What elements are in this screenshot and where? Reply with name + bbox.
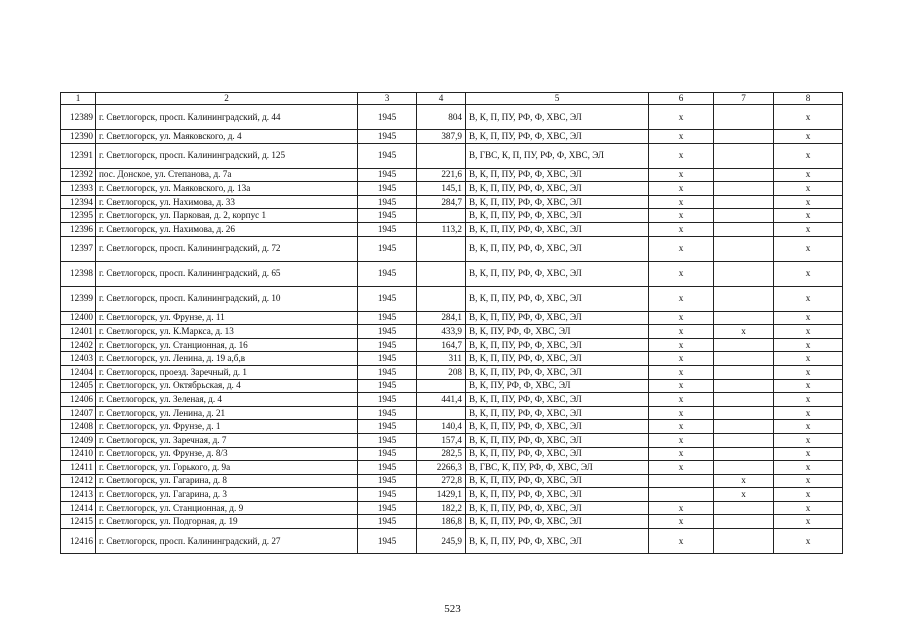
cell-col-7 [714,195,774,209]
cell-col-6: x [649,286,714,311]
cell-systems: В, К, ПУ, РФ, Ф, ХВС, ЭЛ [466,379,649,393]
cell-year: 1945 [358,352,417,366]
cell-id: 12399 [61,286,96,311]
table-row [61,325,843,339]
table-row [61,379,843,393]
table-row [61,529,843,554]
cell-col-7 [714,406,774,420]
cell-systems: В, К, П, ПУ, РФ, Ф, ХВС, ЭЛ [466,311,649,325]
cell-col-7 [714,182,774,196]
cell-address: г. Светлогорск, ул. Гагарина, д. 3 [96,488,358,502]
cell-col-6: x [649,325,714,339]
cell-area: 140,4 [417,420,466,434]
cell-area: 221,6 [417,168,466,182]
cell-systems: В, К, П, ПУ, РФ, Ф, ХВС, ЭЛ [466,286,649,311]
table-row [61,352,843,366]
cell-col-6: x [649,209,714,223]
cell-systems: В, К, П, ПУ, РФ, Ф, ХВС, ЭЛ [466,365,649,379]
cell-col-8: x [774,474,843,488]
cell-id: 12394 [61,195,96,209]
cell-systems: В, К, П, ПУ, РФ, Ф, ХВС, ЭЛ [466,515,649,529]
cell-col-6: x [649,130,714,144]
cell-col-6: x [649,447,714,461]
cell-col-7 [714,261,774,286]
cell-address: г. Светлогорск, ул. Ленина, д. 19 а,б,в [96,352,358,366]
cell-systems: В, К, П, ПУ, РФ, Ф, ХВС, ЭЛ [466,195,649,209]
cell-col-8: x [774,352,843,366]
cell-col-6: x [649,143,714,168]
header-col-3: 3 [358,93,417,105]
cell-id: 12415 [61,515,96,529]
cell-col-6: x [649,379,714,393]
cell-systems: В, К, П, ПУ, РФ, Ф, ХВС, ЭЛ [466,182,649,196]
cell-address: г. Светлогорск, ул. Гагарина, д. 8 [96,474,358,488]
cell-year: 1945 [358,379,417,393]
cell-address: пос. Донское, ул. Степанова, д. 7а [96,168,358,182]
table-row [61,261,843,286]
cell-col-7 [714,143,774,168]
cell-col-7 [714,447,774,461]
cell-year: 1945 [358,501,417,515]
cell-area [417,261,466,286]
cell-year: 1945 [358,182,417,196]
cell-area: 272,8 [417,474,466,488]
cell-col-6: x [649,529,714,554]
cell-id: 12413 [61,488,96,502]
cell-year: 1945 [358,393,417,407]
cell-col-7 [714,393,774,407]
cell-area: 311 [417,352,466,366]
cell-col-7 [714,236,774,261]
cell-id: 12397 [61,236,96,261]
cell-systems: В, К, П, ПУ, РФ, Ф, ХВС, ЭЛ [466,222,649,236]
cell-area: 164,7 [417,338,466,352]
cell-address: г. Светлогорск, просп. Калининградский, д. 72 [96,236,358,261]
cell-systems: В, К, П, ПУ, РФ, Ф, ХВС, ЭЛ [466,433,649,447]
cell-col-6: x [649,420,714,434]
cell-area: 433,9 [417,325,466,339]
cell-col-7 [714,515,774,529]
cell-col-7 [714,352,774,366]
cell-col-6: x [649,338,714,352]
cell-address: г. Светлогорск, ул. Фрунзе, д. 1 [96,420,358,434]
table-row [61,406,843,420]
cell-col-7 [714,379,774,393]
cell-systems: В, К, П, ПУ, РФ, Ф, ХВС, ЭЛ [466,352,649,366]
cell-year: 1945 [358,236,417,261]
cell-col-7 [714,529,774,554]
cell-id: 12401 [61,325,96,339]
cell-col-6: x [649,515,714,529]
cell-col-8: x [774,182,843,196]
cell-col-7 [714,222,774,236]
cell-address: г. Светлогорск, проезд. Заречный, д. 1 [96,365,358,379]
cell-id: 12409 [61,433,96,447]
cell-systems: В, К, П, ПУ, РФ, Ф, ХВС, ЭЛ [466,488,649,502]
cell-id: 12395 [61,209,96,223]
cell-col-8: x [774,365,843,379]
cell-systems: В, К, П, ПУ, РФ, Ф, ХВС, ЭЛ [466,501,649,515]
table-row [61,130,843,144]
table-row [61,338,843,352]
cell-col-8: x [774,488,843,502]
cell-area: 282,5 [417,447,466,461]
cell-address: г. Светлогорск, ул. Зеленая, д. 4 [96,393,358,407]
table-row [61,433,843,447]
cell-systems: В, К, П, ПУ, РФ, Ф, ХВС, ЭЛ [466,406,649,420]
cell-address: г. Светлогорск, ул. Заречная, д. 7 [96,433,358,447]
cell-address: г. Светлогорск, ул. Октябрьская, д. 4 [96,379,358,393]
cell-col-8: x [774,143,843,168]
header-col-4: 4 [417,93,466,105]
cell-col-8: x [774,420,843,434]
table-row [61,474,843,488]
cell-id: 12398 [61,261,96,286]
cell-area: 284,7 [417,195,466,209]
cell-col-6: x [649,182,714,196]
table-header [61,93,843,105]
cell-col-8: x [774,433,843,447]
cell-id: 12393 [61,182,96,196]
cell-area [417,379,466,393]
cell-year: 1945 [358,488,417,502]
cell-systems: В, ГВС, К, ПУ, РФ, Ф, ХВС, ЭЛ [466,461,649,475]
cell-area: 441,4 [417,393,466,407]
cell-col-6 [649,488,714,502]
cell-col-6: x [649,393,714,407]
cell-area: 245,9 [417,529,466,554]
cell-col-6: x [649,261,714,286]
cell-year: 1945 [358,515,417,529]
cell-id: 12412 [61,474,96,488]
cell-area: 208 [417,365,466,379]
cell-col-8: x [774,325,843,339]
table-row [61,209,843,223]
cell-area: 157,4 [417,433,466,447]
table-row [61,420,843,434]
cell-col-7 [714,311,774,325]
header-col-1: 1 [61,93,96,105]
table-row [61,501,843,515]
cell-area [417,209,466,223]
cell-area [417,406,466,420]
cell-id: 12389 [61,105,96,130]
cell-col-8: x [774,105,843,130]
cell-address: г. Светлогорск, ул. Фрунзе, д. 8/3 [96,447,358,461]
cell-col-7 [714,365,774,379]
cell-area: 113,2 [417,222,466,236]
table-row [61,168,843,182]
cell-address: г. Светлогорск, ул. Маяковского, д. 4 [96,130,358,144]
cell-year: 1945 [358,420,417,434]
cell-year: 1945 [358,130,417,144]
cell-systems: В, ГВС, К, П, ПУ, РФ, Ф, ХВС, ЭЛ [466,143,649,168]
table-row [61,365,843,379]
document-table [60,92,843,554]
cell-col-7: x [714,488,774,502]
cell-address: г. Светлогорск, просп. Калининградский, д. 10 [96,286,358,311]
cell-col-8: x [774,501,843,515]
table-row [61,195,843,209]
cell-col-7 [714,501,774,515]
cell-systems: В, К, П, ПУ, РФ, Ф, ХВС, ЭЛ [466,261,649,286]
cell-id: 12411 [61,461,96,475]
table-row [61,311,843,325]
cell-year: 1945 [358,195,417,209]
cell-systems: В, К, П, ПУ, РФ, Ф, ХВС, ЭЛ [466,338,649,352]
cell-col-8: x [774,261,843,286]
cell-year: 1945 [358,529,417,554]
cell-year: 1945 [358,222,417,236]
cell-address: г. Светлогорск, ул. Фрунзе, д. 11 [96,311,358,325]
cell-col-6: x [649,105,714,130]
cell-col-8: x [774,461,843,475]
table-row [61,105,843,130]
cell-year: 1945 [358,406,417,420]
cell-systems: В, К, П, ПУ, РФ, Ф, ХВС, ЭЛ [466,130,649,144]
cell-id: 12403 [61,352,96,366]
cell-col-8: x [774,286,843,311]
table-row [61,393,843,407]
cell-col-8: x [774,311,843,325]
cell-address: г. Светлогорск, ул. Парковая, д. 2, корпус 1 [96,209,358,223]
header-col-7: 7 [714,93,774,105]
cell-id: 12407 [61,406,96,420]
cell-address: г. Светлогорск, ул. Маяковского, д. 13а [96,182,358,196]
cell-col-8: x [774,393,843,407]
cell-area: 1429,1 [417,488,466,502]
cell-col-6: x [649,222,714,236]
table-row [61,515,843,529]
header-row [61,93,843,105]
cell-col-8: x [774,515,843,529]
cell-year: 1945 [358,105,417,130]
cell-col-7 [714,433,774,447]
cell-year: 1945 [358,168,417,182]
cell-area: 182,2 [417,501,466,515]
header-col-2: 2 [96,93,358,105]
cell-col-7 [714,168,774,182]
cell-col-7 [714,209,774,223]
cell-year: 1945 [358,447,417,461]
cell-year: 1945 [358,474,417,488]
cell-address: г. Светлогорск, ул. Станционная, д. 9 [96,501,358,515]
cell-col-7: x [714,474,774,488]
cell-systems: В, К, П, ПУ, РФ, Ф, ХВС, ЭЛ [466,105,649,130]
cell-col-8: x [774,130,843,144]
cell-id: 12405 [61,379,96,393]
cell-col-8: x [774,529,843,554]
cell-col-6: x [649,168,714,182]
cell-col-6 [649,474,714,488]
cell-id: 12404 [61,365,96,379]
cell-address: г. Светлогорск, ул. Горького, д. 9а [96,461,358,475]
cell-address: г. Светлогорск, ул. Ленина, д. 21 [96,406,358,420]
cell-year: 1945 [358,261,417,286]
cell-area: 804 [417,105,466,130]
cell-year: 1945 [358,325,417,339]
cell-year: 1945 [358,338,417,352]
cell-id: 12414 [61,501,96,515]
cell-col-8: x [774,447,843,461]
cell-col-8: x [774,168,843,182]
cell-id: 12408 [61,420,96,434]
header-col-6: 6 [649,93,714,105]
cell-year: 1945 [358,433,417,447]
cell-col-6: x [649,311,714,325]
cell-id: 12402 [61,338,96,352]
cell-col-6: x [649,461,714,475]
cell-address: г. Светлогорск, ул. Подгорная, д. 19 [96,515,358,529]
cell-systems: В, К, ПУ, РФ, Ф, ХВС, ЭЛ [466,325,649,339]
table-row [61,143,843,168]
cell-area [417,236,466,261]
cell-col-7 [714,286,774,311]
cell-systems: В, К, П, ПУ, РФ, Ф, ХВС, ЭЛ [466,529,649,554]
cell-id: 12416 [61,529,96,554]
cell-area: 387,9 [417,130,466,144]
cell-systems: В, К, П, ПУ, РФ, Ф, ХВС, ЭЛ [466,474,649,488]
cell-area: 145,1 [417,182,466,196]
cell-systems: В, К, П, ПУ, РФ, Ф, ХВС, ЭЛ [466,236,649,261]
cell-address: г. Светлогорск, просп. Калининградский, д. 125 [96,143,358,168]
table-row [61,182,843,196]
table-row [61,447,843,461]
cell-year: 1945 [358,209,417,223]
cell-area: 284,1 [417,311,466,325]
table-row [61,286,843,311]
cell-col-8: x [774,209,843,223]
cell-address: г. Светлогорск, просп. Калининградский, д. 27 [96,529,358,554]
cell-address: г. Светлогорск, ул. Нахимова, д. 26 [96,222,358,236]
cell-address: г. Светлогорск, ул. Станционная, д. 16 [96,338,358,352]
cell-id: 12396 [61,222,96,236]
table-row [61,222,843,236]
cell-col-7 [714,420,774,434]
cell-systems: В, К, П, ПУ, РФ, Ф, ХВС, ЭЛ [466,168,649,182]
cell-col-7 [714,338,774,352]
cell-col-7 [714,130,774,144]
cell-year: 1945 [358,365,417,379]
cell-col-6: x [649,433,714,447]
table-row [61,236,843,261]
cell-systems: В, К, П, ПУ, РФ, Ф, ХВС, ЭЛ [466,420,649,434]
cell-id: 12406 [61,393,96,407]
cell-id: 12390 [61,130,96,144]
cell-year: 1945 [358,461,417,475]
cell-col-7 [714,461,774,475]
cell-col-6: x [649,236,714,261]
cell-area [417,143,466,168]
cell-area: 2266,3 [417,461,466,475]
cell-col-8: x [774,195,843,209]
cell-year: 1945 [358,143,417,168]
cell-year: 1945 [358,311,417,325]
cell-id: 12400 [61,311,96,325]
cell-col-6: x [649,195,714,209]
cell-area [417,286,466,311]
cell-col-8: x [774,236,843,261]
cell-systems: В, К, П, ПУ, РФ, Ф, ХВС, ЭЛ [466,209,649,223]
cell-id: 12392 [61,168,96,182]
cell-address: г. Светлогорск, ул. Нахимова, д. 33 [96,195,358,209]
cell-address: г. Светлогорск, просп. Калининградский, д. 65 [96,261,358,286]
cell-col-8: x [774,338,843,352]
table-row [61,488,843,502]
table-row [61,461,843,475]
cell-col-7 [714,105,774,130]
cell-area: 186,8 [417,515,466,529]
cell-year: 1945 [358,286,417,311]
cell-col-8: x [774,222,843,236]
header-col-8: 8 [774,93,843,105]
cell-id: 12410 [61,447,96,461]
cell-col-8: x [774,406,843,420]
cell-col-6: x [649,365,714,379]
page-number: 523 [444,603,461,615]
cell-id: 12391 [61,143,96,168]
cell-col-6: x [649,406,714,420]
cell-address: г. Светлогорск, просп. Калининградский, д. 44 [96,105,358,130]
cell-col-6: x [649,352,714,366]
cell-col-7: x [714,325,774,339]
header-col-5: 5 [466,93,649,105]
table-body [61,105,843,554]
cell-address: г. Светлогорск, ул. К.Маркса, д. 13 [96,325,358,339]
cell-col-8: x [774,379,843,393]
cell-col-6: x [649,501,714,515]
cell-systems: В, К, П, ПУ, РФ, Ф, ХВС, ЭЛ [466,447,649,461]
cell-systems: В, К, П, ПУ, РФ, Ф, ХВС, ЭЛ [466,393,649,407]
